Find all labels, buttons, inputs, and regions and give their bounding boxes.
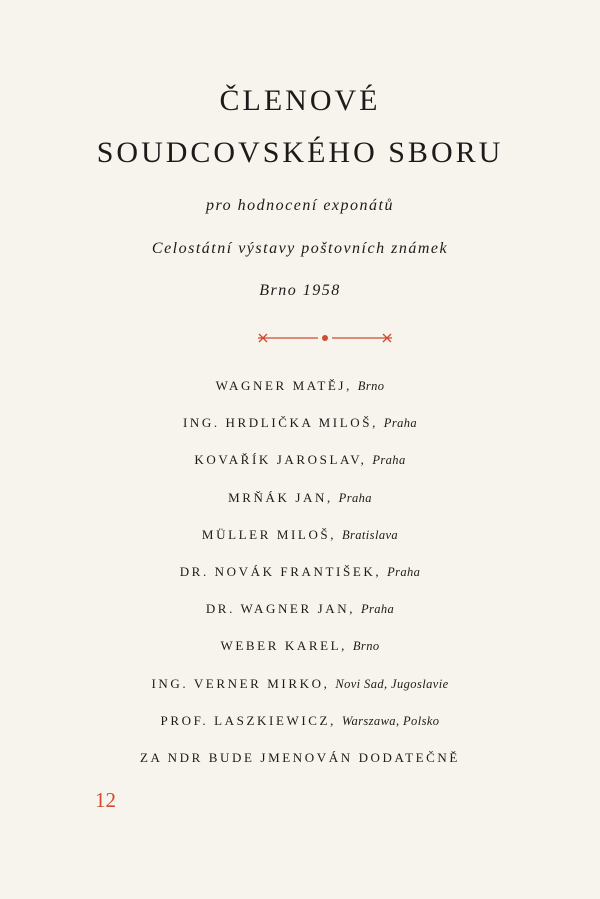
member-name: WEBER KAREL, <box>220 638 348 654</box>
right-flourish-icon <box>382 334 392 342</box>
member-city: Brno <box>352 639 380 654</box>
member-entry <box>0 375 600 412</box>
title-line-1: ČLENOVÉ <box>219 84 381 117</box>
member-entry <box>0 487 600 524</box>
member-name: PROF. LASZKIEWICZ, <box>160 712 336 728</box>
member-city: Praha <box>360 602 395 617</box>
member-entry <box>0 598 600 635</box>
subtitle-line-3: Brno 1958 <box>259 282 341 299</box>
member-name: ING. HRDLIČKA MILOŠ, <box>182 415 378 431</box>
member-name: ING. VERNER MIRKO, <box>151 675 330 691</box>
ornament-divider <box>0 330 600 346</box>
member-name: WAGNER MATĚJ, <box>215 378 352 393</box>
member-list <box>0 375 600 784</box>
subtitle-line-1: pro hodnocení exponátů <box>206 197 394 214</box>
member-entry <box>0 449 600 486</box>
center-dot-icon <box>322 335 328 341</box>
member-entry <box>0 710 600 747</box>
member-name: DR. NOVÁK FRANTIŠEK, <box>179 563 382 579</box>
title-line-2: SOUDCOVSKÉHO SBORU <box>96 136 504 169</box>
left-flourish-icon <box>258 334 268 342</box>
subtitle-line-2: Celostátní výstavy poštovních známek <box>151 240 449 257</box>
member-entry <box>0 412 600 449</box>
member-city: Novi Sad, Jugoslavie <box>335 676 449 691</box>
member-city: Warszawa, Polsko <box>341 713 440 728</box>
member-name: DR. WAGNER JAN, <box>205 601 356 617</box>
member-city: Praha <box>383 416 418 431</box>
member-name: MRŇÁK JAN, <box>228 489 333 505</box>
member-name: KOVAŘÍK JAROSLAV, <box>194 452 367 468</box>
member-city: Bratislava <box>341 527 399 542</box>
member-name: ZA NDR BUDE JMENOVÁN DODATEČNĚ <box>140 749 460 765</box>
member-entry <box>0 524 600 561</box>
member-city: Praha <box>387 564 421 579</box>
page-number: 12 <box>95 788 116 812</box>
member-city: Praha <box>372 453 406 468</box>
member-entry <box>0 635 600 672</box>
member-entry <box>0 561 600 598</box>
member-city: Praha <box>338 490 372 505</box>
member-entry <box>0 747 600 784</box>
member-name: MÜLLER MILOŠ, <box>201 526 337 542</box>
member-city: Brno <box>357 379 385 393</box>
member-entry <box>0 673 600 710</box>
